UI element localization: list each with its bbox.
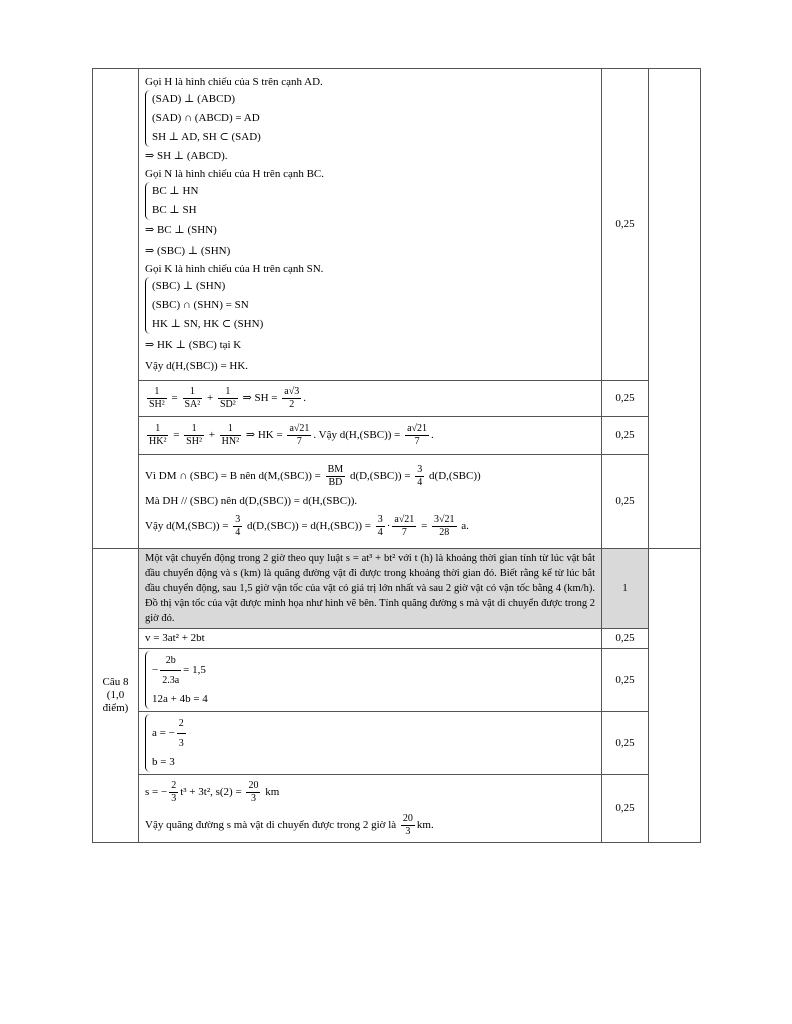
table-row	[93, 629, 701, 649]
score-cell: 1	[602, 549, 649, 629]
equation-line: Mà DH // (SBC) nên d(D,(SBC)) = d(H,(SBC)).	[145, 495, 358, 507]
question-label-cell-empty	[93, 69, 139, 549]
equals-sign: =	[173, 429, 180, 442]
fraction: $\frac{1}{\text{SA²}}$	[184, 386, 201, 410]
result-line: ⇒ SH ⊥ (ABCD).	[145, 150, 228, 162]
left-brace	[145, 714, 150, 772]
score-cell: 0,25	[602, 381, 649, 417]
equation-line: Vậy d(M,(SBC)) = $\frac{3}{4}$ d(D,(SBC)) = d(H,(SBC)) = $\frac{3}{4}$ · $\frac{a√21}{7}$ = $\frac{3√21}{28}$ a.	[145, 514, 469, 538]
conclusion-line: Vậy quãng đường s mà vật di chuyển được trong 2 giờ là $\frac{20}{3}$ km.	[145, 812, 434, 837]
answer-content	[139, 69, 602, 381]
system-line: HK ⊥ SN, HK ⊂ (SHN)	[152, 318, 264, 330]
statement-line: Gọi K là hình chiếu của H trên cạnh SN.	[145, 263, 324, 275]
equation-line: Vì DM ∩ (SBC) = B nên d(M,(SBC)) = $\frac{BM}{BD}$ d(D,(SBC)) = $\frac{3}{4}$ d(D,(SBC))	[145, 464, 481, 488]
equation-system	[145, 277, 263, 334]
plus-sign: +	[208, 429, 215, 442]
equation-system: − $\frac{2b}{2.3a}$ = 1,5 12a + 4b = 4	[145, 651, 208, 709]
equation-system	[145, 90, 261, 147]
system-line: (SBC) ⊥ (SHN)	[152, 280, 226, 292]
table-row	[93, 775, 701, 843]
score-cell: 0,25	[602, 649, 649, 712]
left-brace	[145, 277, 150, 334]
score-cell: 0,25	[602, 455, 649, 549]
plus-sign: +	[207, 392, 214, 405]
answer-content	[139, 381, 602, 417]
table-row	[93, 455, 701, 549]
score-cell: 0,25	[602, 69, 649, 381]
question-label: Câu 8 (1,0 điểm)	[93, 549, 139, 843]
fraction: $\frac{1}{\text{HK²}}$	[149, 423, 167, 447]
equation-system: a = − $\frac{2}{3}$ b = 3	[145, 714, 188, 772]
notes-cell	[649, 549, 701, 843]
system-line: BC ⊥ HN	[152, 185, 199, 197]
equals-sign: =	[171, 392, 178, 405]
answer-content	[139, 712, 602, 775]
score-cell: 0,25	[602, 629, 649, 649]
system-line: (SBC) ∩ (SHN) = SN	[152, 299, 249, 311]
answer-content	[139, 775, 602, 843]
equation-line: s = − $\frac{2}{3}$ t³ + 3t², s(2) = $\frac{20}{3}$ km	[145, 779, 280, 804]
answer-content	[139, 649, 602, 712]
fraction: $\frac{1}{\text{SD²}}$	[220, 386, 236, 410]
left-brace	[145, 182, 150, 220]
statement-line: Gọi N là hình chiếu của H trên cạnh BC.	[145, 168, 325, 180]
period: .	[303, 392, 306, 405]
score-cell: 0,25	[602, 417, 649, 455]
result-line: ⇒ (SBC) ⊥ (SHN)	[145, 245, 231, 257]
system-line: (SAD) ⊥ (ABCD)	[152, 93, 236, 105]
left-brace	[145, 651, 150, 709]
score-cell: 0,25	[602, 775, 649, 843]
implies-text: ⇒ HK =	[245, 429, 283, 442]
answer-table	[92, 68, 701, 843]
conclusion-text: . Vậy d(H,(SBC)) =	[313, 429, 401, 442]
result-line: Vậy d(H,(SBC)) = HK.	[145, 360, 249, 372]
fraction: $\frac{a√3}{2}$	[284, 386, 300, 410]
equation-system	[145, 182, 198, 220]
answer-content	[139, 417, 602, 455]
table-row	[93, 381, 701, 417]
system-line: SH ⊥ AD, SH ⊂ (SAD)	[152, 131, 261, 143]
table-row	[93, 417, 701, 455]
fraction: $\frac{a√21}{7}$	[289, 423, 310, 447]
fraction: $\frac{a√21}{7}$	[407, 423, 428, 447]
implies-text: ⇒ SH =	[242, 392, 278, 405]
fraction: $\frac{1}{\text{SH²}}$	[186, 423, 202, 447]
answer-content	[139, 455, 602, 549]
result-line: ⇒ BC ⊥ (SHN)	[145, 224, 217, 236]
statement-line: Gọi H là hình chiếu của S trên cạnh AD.	[145, 76, 323, 88]
system-line: BC ⊥ SH	[152, 204, 197, 216]
fraction: $\frac{1}{\text{HN²}}$	[221, 423, 240, 447]
notes-cell	[649, 69, 701, 549]
problem-statement: Một vật chuyển động trong 2 giờ theo quy luật s = at³ + bt² với t (h) là khoảng thời gian tính từ lúc vật bắt đầu chuyển động và s (km) là quãng đường vật đi được trong khoảng thời gian đó. Biết rằng kể từ lúc bắt đầu chuyển động, sau 1,5 giờ vận tốc của vật có giá trị lớn nhất và sau 2 giờ vật có vận tốc bằng 4 (km/h). Đồ thị vận tốc của vật được minh họa như hình vẽ bên. Tính quãng đường s mà vật di chuyển được trong 2 giờ đó.	[139, 549, 602, 629]
velocity-equation: v = 3at² + 2bt	[139, 629, 602, 649]
fraction: $\frac{1}{\text{SH²}}$	[149, 386, 165, 410]
period: .	[431, 429, 434, 442]
table-row	[93, 649, 701, 712]
table-row	[93, 712, 701, 775]
table-row	[93, 69, 701, 381]
system-line: (SAD) ∩ (ABCD) = AD	[152, 112, 260, 124]
left-brace	[145, 90, 150, 147]
result-line: ⇒ HK ⊥ (SBC) tại K	[145, 339, 242, 351]
score-cell: 0,25	[602, 712, 649, 775]
table-row	[93, 549, 701, 629]
